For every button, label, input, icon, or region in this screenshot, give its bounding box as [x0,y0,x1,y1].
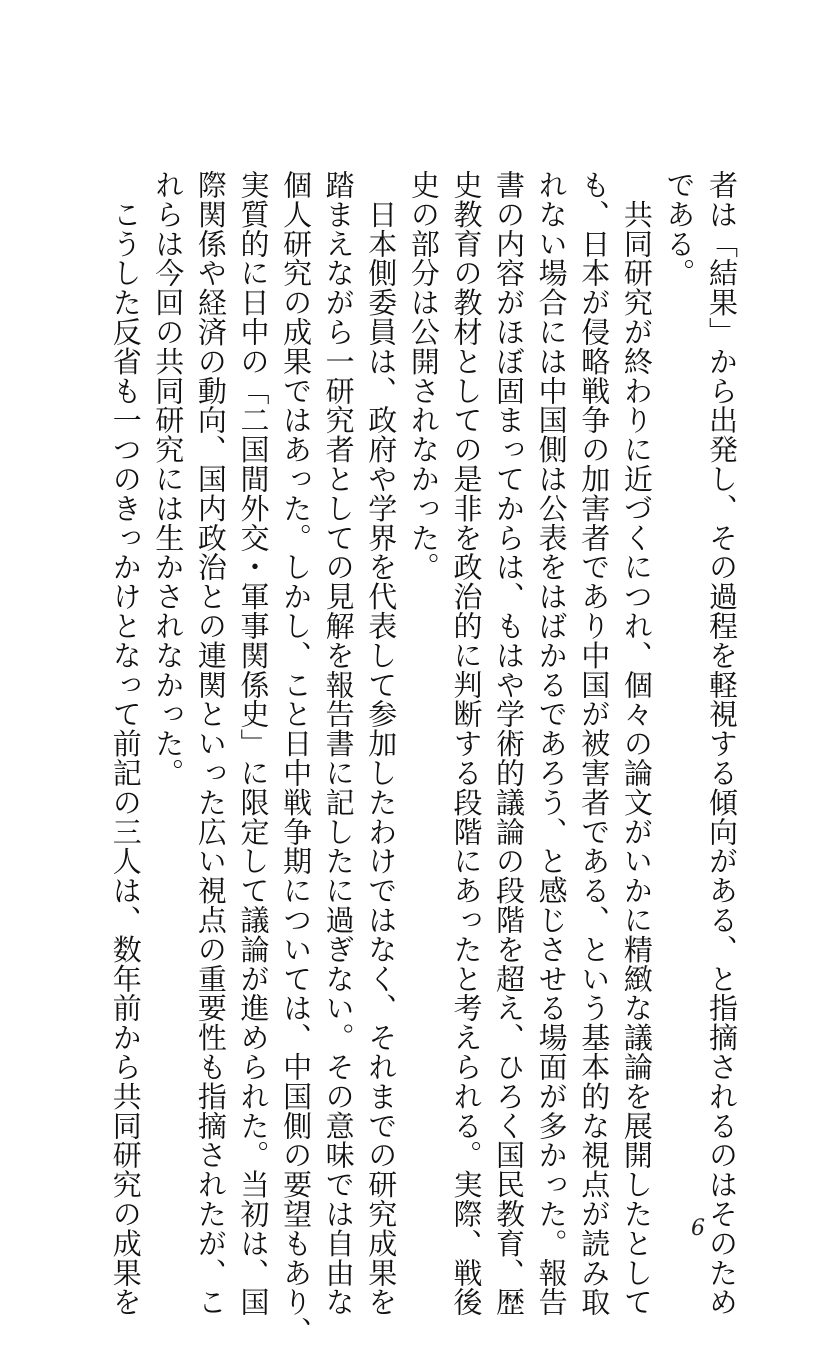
page-number: 6 [691,1216,705,1241]
text-line: 史の部分は公開されなかった。 [406,170,441,582]
text-line: れない場合には中国側は公表をはばかるであろう、と感じさせる場面が多かった。報告 [534,170,569,1317]
vertical-text-body [104,170,743,1346]
text-line: 共同研究が終わりに近づくにつれ、個々の論文がいかに精緻な議論を展開したとして [619,170,654,1317]
text-line: 者は「結果」から出発し、その過程を軽視する傾向がある、と指摘されるのはそのため [705,170,739,1317]
text-line: 史教育の教材としての是非を政治的に判断する段階にあったと考えられる。実際、戦後 [449,170,484,1317]
text-line: 個人研究の成果ではあった。しかし、こと日中戦争期については、中国側の要望もあり、 [279,170,314,1346]
text-line: も、日本が侵略戦争の加害者であり中国が被害者である、という基本的な視点が読み取 [577,170,612,1317]
text-line: 実質的に日中の「二国間外交・軍事関係史」に限定して議論が進められた。当初は、国 [236,170,271,1317]
text-line: 際関係や経済の動向、国内政治との連関といった広い視点の重要性も指摘されたが、こ [193,170,228,1317]
text-line: 日本側委員は、政府や学界を代表して参加したわけではなく、それまでの研究成果を [364,170,399,1317]
text-line: こうした反省も一つのきっかけとなって前記の三人は、数年前から共同研究の成果を [108,170,143,1317]
text-line: である。 [662,170,697,288]
text-line: 書の内容がほぼ固まってからは、もはや学術的議論の段階を超え、ひろく国民教育、歴 [492,170,527,1317]
text-line: 踏まえながら一研究者としての見解を報告書に記したに過ぎない。その意味では自由な [321,170,356,1317]
text-line: れらは今回の共同研究には生かされなかった。 [151,170,186,788]
